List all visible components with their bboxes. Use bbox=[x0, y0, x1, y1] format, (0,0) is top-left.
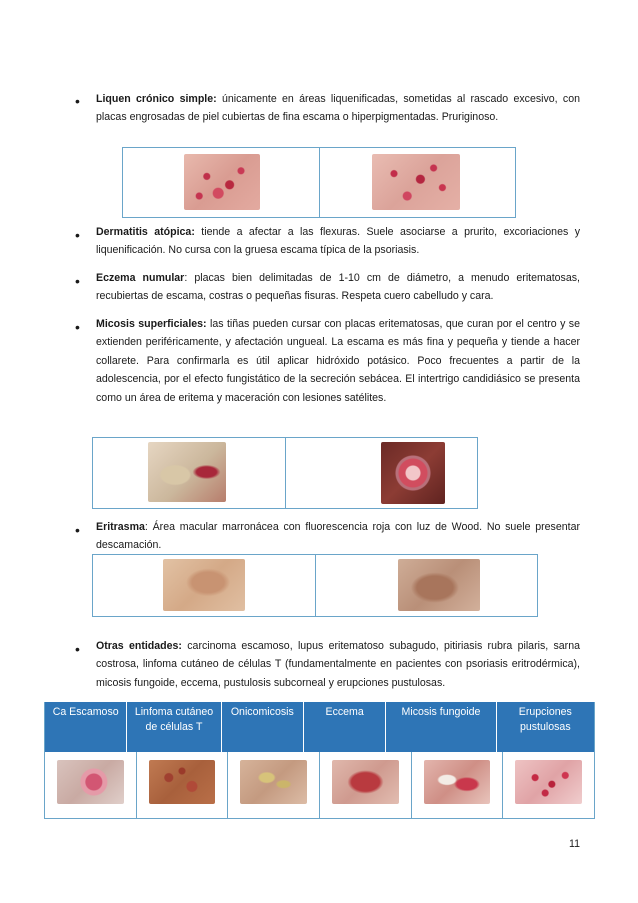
item-term: Dermatitis atópica: bbox=[96, 226, 195, 238]
lesion-photo bbox=[163, 559, 245, 611]
lesion-photo bbox=[184, 154, 260, 210]
image-cell bbox=[227, 752, 319, 818]
header-eccema: Eccema bbox=[303, 702, 385, 752]
header-micosis-fungoide: Micosis fungoide bbox=[385, 702, 495, 752]
image-table-eritrasma bbox=[92, 554, 538, 617]
lesion-photo bbox=[240, 760, 307, 804]
item-otras bbox=[96, 637, 580, 692]
item-text: : placas bien delimitadas de 1-10 cm de diámetro, a menudo eritematosas, recubiertas de escama, costras o pequeñas fisuras. Respeta cuero cabelludo y cara. bbox=[96, 272, 580, 303]
entities-image-row bbox=[45, 752, 594, 818]
bullet-marker: • bbox=[75, 522, 80, 538]
lesion-photo bbox=[515, 760, 582, 804]
image-cell bbox=[502, 752, 594, 818]
entities-header-row bbox=[45, 702, 594, 752]
item-dermatitis bbox=[96, 223, 580, 260]
image-cell bbox=[319, 148, 516, 217]
item-eczema bbox=[96, 269, 580, 306]
item-term: Micosis superficiales: bbox=[96, 318, 207, 330]
lesion-photo bbox=[372, 154, 460, 210]
image-cell bbox=[93, 555, 315, 616]
item-liquen bbox=[96, 90, 580, 127]
lesion-photo bbox=[381, 442, 445, 504]
bullet-marker: • bbox=[75, 227, 80, 243]
bullet-marker: • bbox=[75, 319, 80, 335]
lesion-photo bbox=[398, 559, 480, 611]
image-table-micosis bbox=[92, 437, 478, 509]
lesion-photo bbox=[148, 442, 226, 502]
item-term: Eczema numular bbox=[96, 272, 185, 284]
bullet-marker: • bbox=[75, 273, 80, 289]
lesion-photo bbox=[424, 760, 491, 804]
item-text: carcinoma escamoso, lupus eritematoso subagudo, pitiriasis rubra pilaris, sarna costrosa, linfoma cutáneo de células T (fundamentalmente en pacientes con psoriasis eritrodérmica), micosis fungoide, eccema, pustulosis subcorneal y erupciones pustulosas. bbox=[96, 640, 580, 689]
item-eritrasma bbox=[96, 518, 580, 555]
header-erupciones: Erupciones pustulosas bbox=[496, 702, 594, 752]
header-onicomicosis: Onicomicosis bbox=[221, 702, 303, 752]
item-term: Otras entidades: bbox=[96, 640, 182, 652]
entities-table bbox=[44, 702, 595, 819]
lesion-photo bbox=[57, 760, 124, 804]
bullet-marker: • bbox=[75, 641, 80, 657]
lesion-photo bbox=[332, 760, 399, 804]
page-number: 11 bbox=[569, 838, 580, 850]
item-term: Eritrasma bbox=[96, 521, 145, 533]
item-term: Liquen crónico simple: bbox=[96, 93, 217, 105]
image-cell bbox=[315, 555, 538, 616]
image-cell bbox=[45, 752, 136, 818]
bullet-marker: • bbox=[75, 93, 80, 109]
image-cell bbox=[319, 752, 411, 818]
image-cell bbox=[123, 148, 319, 217]
item-text: únicamente en áreas liquenificadas, sometidas al rascado excesivo, con placas engrosadas de piel cubiertas de fina escama o hiperpigmentadas. Pruriginoso. bbox=[96, 93, 580, 124]
header-linfoma: Linfoma cutáneo de células T bbox=[126, 702, 220, 752]
image-cell bbox=[285, 438, 478, 508]
item-text: las tiñas pueden cursar con placas eritematosas, que curan por el centro y se extienden periféricamente, y afectación ungueal. La escama es más fina y pequeña y tiende a hacer collarete. Para confirmarla es útil aplicar hidróxido potásico. Poco frecuentes a partir de la adolescencia, por el efecto fungistático de la secreción sebácea. El intertrigo candidiásico se presenta como un área de eritema y maceración con lesiones satélites. bbox=[96, 318, 580, 404]
item-text: tiende a afectar a las flexuras. Suele asociarse a prurito, excoriaciones y liquenificación. No cursa con la gruesa escama típica de la psoriasis. bbox=[96, 226, 580, 257]
image-table-liquen bbox=[122, 147, 516, 218]
image-cell bbox=[93, 438, 285, 508]
header-ca-escamoso: Ca Escamoso bbox=[52, 706, 119, 718]
item-text: : Área macular marronácea con fluorescencia roja con luz de Wood. No suele presentar descamación. bbox=[96, 521, 580, 552]
image-cell bbox=[411, 752, 503, 818]
lesion-photo bbox=[149, 760, 216, 804]
item-micosis bbox=[96, 315, 580, 407]
image-cell bbox=[136, 752, 228, 818]
